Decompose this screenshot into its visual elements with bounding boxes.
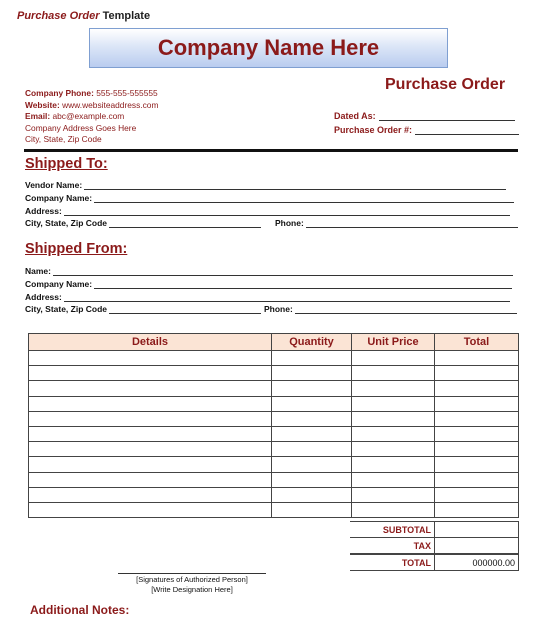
- cell-unit-price[interactable]: [352, 457, 435, 472]
- cell-quantity[interactable]: [272, 442, 352, 457]
- cell-unit-price[interactable]: [352, 426, 435, 441]
- shipped-to-heading: Shipped To:: [25, 156, 108, 172]
- dated-as-line[interactable]: [379, 112, 515, 121]
- purchase-order-heading: Purchase Order: [385, 76, 506, 93]
- cell-unit-price[interactable]: [352, 351, 435, 366]
- cell-quantity[interactable]: [272, 381, 352, 396]
- template-label-part1: Purchase Order: [17, 10, 100, 22]
- table-row: [29, 472, 519, 487]
- col-quantity-header: Quantity: [272, 334, 352, 351]
- table-row: [29, 457, 519, 472]
- cell-details[interactable]: [29, 366, 272, 381]
- cell-total[interactable]: [435, 487, 519, 502]
- cell-details[interactable]: [29, 457, 272, 472]
- cell-unit-price[interactable]: [352, 487, 435, 502]
- vendor-name-field[interactable]: [25, 180, 506, 190]
- signature-caption: [Signatures of Authorized Person]: [136, 575, 248, 584]
- company-city: City, State, Zip Code: [25, 134, 102, 145]
- company-contact-block: [25, 88, 158, 146]
- cell-total[interactable]: [435, 411, 519, 426]
- subtotal-row: [350, 522, 519, 538]
- cell-quantity[interactable]: [272, 472, 352, 487]
- vendor-name-line[interactable]: [84, 181, 506, 190]
- from-phone-line[interactable]: [295, 305, 517, 314]
- to-company-name-field[interactable]: [25, 193, 514, 203]
- items-table-header-row: [29, 334, 519, 351]
- cell-total[interactable]: [435, 366, 519, 381]
- table-row: [29, 366, 519, 381]
- subtotal-label: SUBTOTAL: [350, 522, 435, 538]
- from-city-field[interactable]: [25, 304, 261, 314]
- from-address-label: Address:: [25, 292, 62, 302]
- cell-quantity[interactable]: [272, 396, 352, 411]
- to-phone-label: Phone:: [275, 218, 304, 228]
- to-company-name-line[interactable]: [94, 194, 514, 203]
- table-row: [29, 502, 519, 517]
- table-row: [29, 487, 519, 502]
- cell-unit-price[interactable]: [352, 442, 435, 457]
- document-title: [17, 10, 150, 22]
- phone-value: 555-555-555555: [96, 88, 158, 98]
- tax-label: TAX: [350, 538, 435, 555]
- signature-block: [100, 575, 284, 595]
- website-value: www.websiteaddress.com: [62, 99, 159, 110]
- cell-total[interactable]: [435, 351, 519, 366]
- tax-row: [350, 538, 519, 555]
- cell-details[interactable]: [29, 381, 272, 396]
- to-city-label: City, State, Zip Code: [25, 218, 108, 228]
- table-row: [29, 442, 519, 457]
- signature-line[interactable]: [118, 573, 266, 574]
- items-table-body: [29, 351, 519, 518]
- vendor-name-label: Vendor Name:: [25, 180, 83, 190]
- cell-details[interactable]: [29, 411, 272, 426]
- email-label: Email:: [25, 111, 51, 122]
- table-row: [29, 381, 519, 396]
- designation-caption: [Write Designation Here]: [151, 585, 233, 594]
- po-number-line[interactable]: [415, 126, 519, 135]
- table-row: [29, 396, 519, 411]
- cell-total[interactable]: [435, 381, 519, 396]
- cell-details[interactable]: [29, 426, 272, 441]
- cell-total[interactable]: [435, 472, 519, 487]
- cell-quantity[interactable]: [272, 502, 352, 517]
- po-number-label: Purchase Order #:: [334, 125, 413, 135]
- cell-details[interactable]: [29, 487, 272, 502]
- cell-unit-price[interactable]: [352, 472, 435, 487]
- to-city-line[interactable]: [109, 219, 261, 228]
- po-number-field[interactable]: [334, 125, 519, 135]
- total-label: TOTAL: [350, 554, 435, 571]
- template-label-part2: Template: [102, 10, 151, 22]
- items-table: [28, 333, 519, 518]
- dated-as-field[interactable]: [334, 111, 515, 121]
- phone-label: Company Phone:: [25, 88, 94, 98]
- total-row: [350, 554, 519, 571]
- cell-total[interactable]: [435, 457, 519, 472]
- table-row: [29, 411, 519, 426]
- company-name: Company Name Here: [157, 35, 380, 60]
- to-address-label: Address:: [25, 206, 62, 216]
- from-phone-field[interactable]: [264, 304, 517, 314]
- cell-unit-price[interactable]: [352, 396, 435, 411]
- cell-details[interactable]: [29, 351, 272, 366]
- from-address-field[interactable]: [25, 292, 510, 302]
- from-company-name-field[interactable]: [25, 279, 512, 289]
- company-address: Company Address Goes Here: [25, 122, 137, 133]
- from-phone-label: Phone:: [264, 304, 293, 314]
- cell-quantity[interactable]: [272, 457, 352, 472]
- from-address-line[interactable]: [64, 293, 510, 302]
- cell-total[interactable]: [435, 442, 519, 457]
- subtotal-value[interactable]: [435, 522, 519, 538]
- from-name-label: Name:: [25, 266, 51, 276]
- to-phone-field[interactable]: [275, 218, 518, 228]
- to-address-field[interactable]: [25, 206, 510, 216]
- to-address-line[interactable]: [64, 207, 510, 216]
- from-company-name-line[interactable]: [94, 280, 512, 289]
- to-company-name-label: Company Name:: [25, 193, 93, 203]
- from-city-label: City, State, Zip Code: [25, 304, 108, 314]
- from-city-line[interactable]: [109, 305, 261, 314]
- cell-details[interactable]: [29, 442, 272, 457]
- cell-quantity[interactable]: [272, 426, 352, 441]
- col-details-header: Details: [29, 334, 272, 351]
- total-value[interactable]: 000000.00: [435, 554, 519, 571]
- additional-notes-heading: Additional Notes:: [30, 603, 130, 617]
- table-row: [29, 351, 519, 366]
- cell-total[interactable]: [435, 426, 519, 441]
- dated-as-label: Dated As:: [334, 111, 376, 121]
- cell-quantity[interactable]: [272, 366, 352, 381]
- cell-unit-price[interactable]: [352, 411, 435, 426]
- summary-table: [350, 521, 519, 571]
- cell-unit-price[interactable]: [352, 502, 435, 517]
- tax-value[interactable]: [435, 538, 519, 555]
- table-row: [29, 426, 519, 441]
- cell-details[interactable]: [29, 396, 272, 411]
- cell-quantity[interactable]: [272, 487, 352, 502]
- cell-details[interactable]: [29, 502, 272, 517]
- cell-total[interactable]: [435, 502, 519, 517]
- cell-quantity[interactable]: [272, 351, 352, 366]
- cell-quantity[interactable]: [272, 411, 352, 426]
- from-name-field[interactable]: [25, 266, 513, 276]
- from-name-line[interactable]: [53, 267, 513, 276]
- shipped-from-heading: Shipped From:: [25, 241, 128, 257]
- website-label: Website:: [25, 99, 60, 110]
- to-city-field[interactable]: [25, 218, 261, 228]
- cell-unit-price[interactable]: [352, 366, 435, 381]
- cell-total[interactable]: [435, 396, 519, 411]
- from-company-name-label: Company Name:: [25, 279, 93, 289]
- section-divider: [24, 149, 518, 152]
- col-unit-price-header: Unit Price: [352, 334, 435, 351]
- company-name-banner: [89, 28, 448, 68]
- email-value: abc@example.com: [52, 111, 125, 122]
- cell-unit-price[interactable]: [352, 381, 435, 396]
- to-phone-line[interactable]: [306, 219, 518, 228]
- cell-details[interactable]: [29, 472, 272, 487]
- col-total-header: Total: [435, 334, 519, 351]
